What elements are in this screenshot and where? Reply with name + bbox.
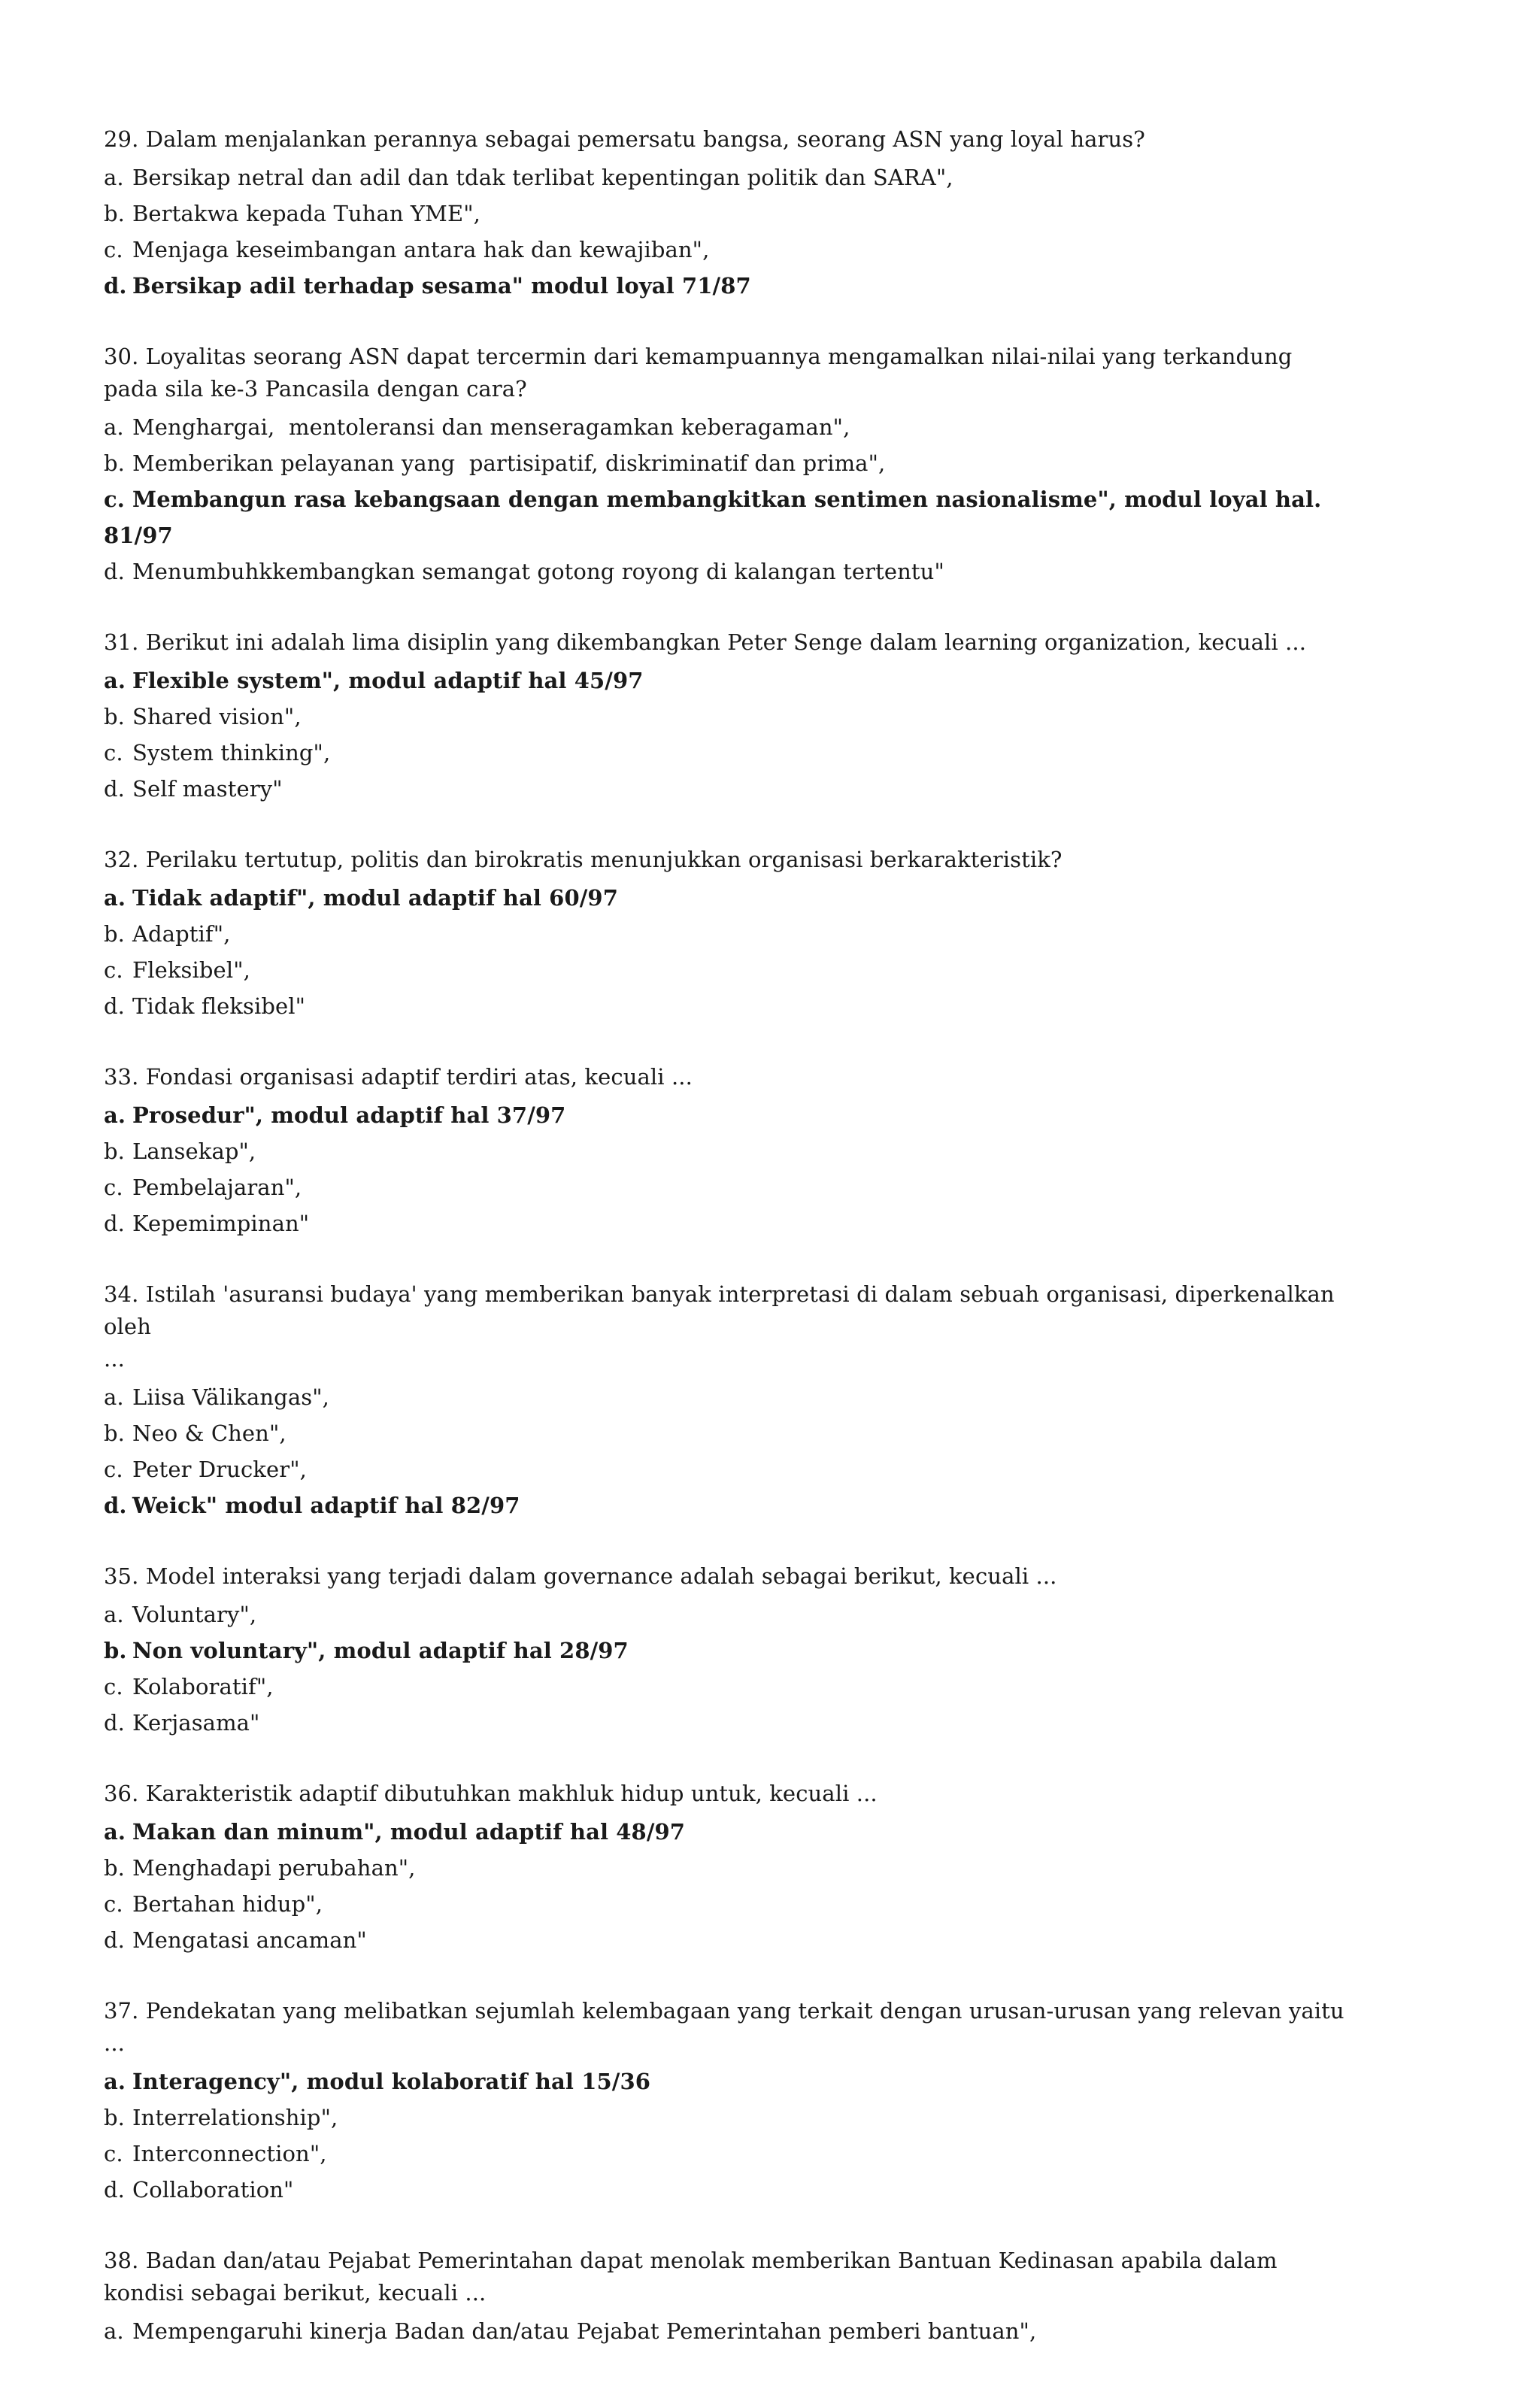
option-letter: b. <box>104 2105 125 2130</box>
answer-choice <box>104 699 1352 735</box>
option-letter: d. <box>104 776 125 802</box>
answer-choice <box>104 1922 1352 1958</box>
option-letter: b. <box>104 201 125 226</box>
option-text: Kolaboratif", <box>132 1674 274 1699</box>
option-text: Tidak fleksibel" <box>132 993 306 1019</box>
question-text: 38. Badan dan/atau Pejabat Pemerintahan dapat menolak memberikan Bantuan Kedinasan apabila dalam kondisi sebagai berikut, kecuali ... <box>104 2248 1284 2306</box>
option-letter: c. <box>104 237 123 262</box>
option-text: Kepemimpinan" <box>132 1211 310 1236</box>
answer-choice <box>104 2099 1352 2136</box>
question-block <box>104 844 1352 1024</box>
question-text: 32. Perilaku tertutup, politis dan birokratis menunjukkan organisasi berkarakteristik? <box>104 847 1063 872</box>
option-text: Interrelationship", <box>132 2105 338 2130</box>
option-text: Bersikap adil terhadap sesama" modul loyal 71/87 <box>132 273 751 299</box>
answer-choice <box>104 2172 1352 2208</box>
option-letter: c. <box>104 1891 123 1917</box>
answer-option <box>104 1487 1352 1523</box>
answer-option <box>104 1814 1352 1850</box>
option-text: Weick" modul adaptif hal 82/97 <box>132 1493 520 1518</box>
option-text: Interconnection", <box>132 2141 327 2166</box>
option-letter: b. <box>104 1855 125 1881</box>
answer-option <box>104 268 1352 304</box>
option-text: Makan dan minum", modul adaptif hal 48/97 <box>132 1819 686 1845</box>
question-text: 31. Berikut ini adalah lima disiplin yang dikembangkan Peter Senge dalam learning organization, kecuali ... <box>104 629 1307 655</box>
option-letter: d. <box>104 2177 125 2203</box>
answer-choice <box>104 1596 1352 1633</box>
option-text: System thinking", <box>132 740 331 766</box>
option-text: Neo & Chen", <box>132 1420 286 1446</box>
option-letter: a. <box>104 668 126 693</box>
question-block <box>104 1995 1352 2208</box>
option-text: Bertahan hidup", <box>132 1891 323 1917</box>
option-text: Bertakwa kepada Tuhan YME", <box>132 201 480 226</box>
answer-choice <box>104 1379 1352 1415</box>
option-text: Interagency", modul kolaboratif hal 15/36 <box>132 2069 650 2094</box>
option-letter: a. <box>104 1602 124 1627</box>
option-text: Prosedur", modul adaptif hal 37/97 <box>132 1102 566 1128</box>
option-letter: d. <box>104 1493 127 1518</box>
option-text: Lansekap", <box>132 1138 256 1164</box>
option-letter: d. <box>104 559 125 584</box>
option-text: Tidak adaptif", modul adaptif hal 60/97 <box>132 885 618 911</box>
answer-option <box>104 2063 1352 2099</box>
answer-choice <box>104 771 1352 807</box>
option-letter: d. <box>104 1211 125 1236</box>
answer-choice <box>104 159 1352 196</box>
answer-choice <box>104 1451 1352 1487</box>
answer-choice <box>104 1133 1352 1169</box>
option-text: Fleksibel", <box>132 957 250 983</box>
answer-choice <box>104 232 1352 268</box>
option-text: Menghadapi perubahan", <box>132 1855 416 1881</box>
answer-choice <box>104 1886 1352 1922</box>
option-text: Flexible system", modul adaptif hal 45/97 <box>132 668 644 693</box>
option-text: Menjaga keseimbangan antara hak dan kewajiban", <box>132 237 710 262</box>
answer-choice <box>104 2313 1352 2349</box>
answer-choice <box>104 1169 1352 1205</box>
answer-choice <box>104 1415 1352 1451</box>
question-text: 35. Model interaksi yang terjadi dalam governance adalah sebagai berikut, kecuali ... <box>104 1563 1057 1589</box>
option-letter: a. <box>104 1102 126 1128</box>
option-letter: a. <box>104 2318 124 2344</box>
option-letter: a. <box>104 414 124 440</box>
answer-choice <box>104 1850 1352 1886</box>
answer-choice <box>104 1205 1352 1242</box>
option-text: Self mastery" <box>132 776 283 802</box>
option-letter: b. <box>104 1638 127 1663</box>
option-letter: d. <box>104 1927 125 1953</box>
option-letter: d. <box>104 993 125 1019</box>
option-letter: d. <box>104 1710 125 1736</box>
question-block <box>104 123 1352 304</box>
option-letter: a. <box>104 1819 126 1845</box>
answer-option <box>104 662 1352 699</box>
option-letter: a. <box>104 2069 126 2094</box>
question-text: 30. Loyalitas seorang ASN dapat tercermin dari kemampuannya mengamalkan nilai-nilai yang terkandung pada sila ke-3 Pancasila dengan cara? <box>104 344 1299 402</box>
option-letter: a. <box>104 885 126 911</box>
option-text: Menghargai, mentoleransi dan menseragamkan keberagaman", <box>132 414 850 440</box>
option-letter: b. <box>104 704 125 729</box>
answer-option <box>104 1633 1352 1669</box>
option-text: Mempengaruhi kinerja Badan dan/atau Pejabat Pemerintahan pemberi bantuan", <box>132 2318 1037 2344</box>
answer-choice <box>104 2136 1352 2172</box>
option-letter: c. <box>104 1175 123 1200</box>
option-text: Non voluntary", modul adaptif hal 28/97 <box>132 1638 629 1663</box>
option-text: Bersikap netral dan adil dan tdak terlibat kepentingan politik dan SARA", <box>132 165 953 190</box>
option-text: Mengatasi ancaman" <box>132 1927 367 1953</box>
answer-choice <box>104 735 1352 771</box>
option-letter: a. <box>104 165 124 190</box>
option-letter: b. <box>104 1420 125 1446</box>
option-text: Collaboration" <box>132 2177 294 2203</box>
question-text: 33. Fondasi organisasi adaptif terdiri atas, kecuali ... <box>104 1064 693 1090</box>
question-block <box>104 1560 1352 1741</box>
option-text: Liisa Välikangas", <box>132 1384 329 1410</box>
option-letter: c. <box>104 1457 123 1482</box>
option-letter: d. <box>104 273 127 299</box>
answer-choice <box>104 916 1352 952</box>
answer-choice <box>104 1705 1352 1741</box>
question-text: 29. Dalam menjalankan perannya sebagai pemersatu bangsa, seorang ASN yang loyal harus? <box>104 126 1145 152</box>
option-text: Shared vision", <box>132 704 302 729</box>
option-text: Menumbuhkkembangkan semangat gotong royong di kalangan tertentu" <box>132 559 944 584</box>
answer-choice <box>104 952 1352 988</box>
option-letter: c. <box>104 957 123 983</box>
option-text: Peter Drucker", <box>132 1457 307 1482</box>
question-block <box>104 2245 1352 2349</box>
document-page <box>104 123 1352 2386</box>
option-letter: c. <box>104 2141 123 2166</box>
question-text: 34. Istilah 'asuransi budaya' yang memberikan banyak interpretasi di dalam sebuah organisasi, diperkenalkan oleh ... <box>104 1281 1335 1372</box>
question-block <box>104 1778 1352 1958</box>
answer-option <box>104 1097 1352 1133</box>
option-text: Pembelajaran", <box>132 1175 302 1200</box>
question-block <box>104 1061 1352 1242</box>
answer-choice <box>104 988 1352 1024</box>
option-text: Adaptif", <box>132 921 231 947</box>
question-text: 36. Karakteristik adaptif dibutuhkan makhluk hidup untuk, kecuali ... <box>104 1781 878 1806</box>
answer-option <box>104 880 1352 916</box>
option-text: Voluntary", <box>132 1602 257 1627</box>
option-text: Kerjasama" <box>132 1710 260 1736</box>
answer-option <box>104 481 1352 553</box>
answer-choice <box>104 1669 1352 1705</box>
option-letter: c. <box>104 487 125 512</box>
option-letter: b. <box>104 450 125 476</box>
option-text: Memberikan pelayanan yang partisipatif, diskriminatif dan prima", <box>132 450 886 476</box>
answer-choice <box>104 409 1352 445</box>
option-text: Membangun rasa kebangsaan dengan membangkitkan sentimen nasionalisme", modul loyal hal. 81/97 <box>104 487 1329 548</box>
option-letter: c. <box>104 1674 123 1699</box>
option-letter: b. <box>104 1138 125 1164</box>
question-block <box>104 626 1352 807</box>
answer-choice <box>104 445 1352 481</box>
question-block <box>104 341 1352 590</box>
option-letter: b. <box>104 921 125 947</box>
answer-choice <box>104 196 1352 232</box>
option-letter: c. <box>104 740 123 766</box>
option-letter: a. <box>104 1384 124 1410</box>
question-block <box>104 1278 1352 1523</box>
question-text: 37. Pendekatan yang melibatkan sejumlah kelembagaan yang terkait dengan urusan-urusan yang relevan yaitu ... <box>104 1998 1351 2056</box>
answer-choice <box>104 553 1352 590</box>
